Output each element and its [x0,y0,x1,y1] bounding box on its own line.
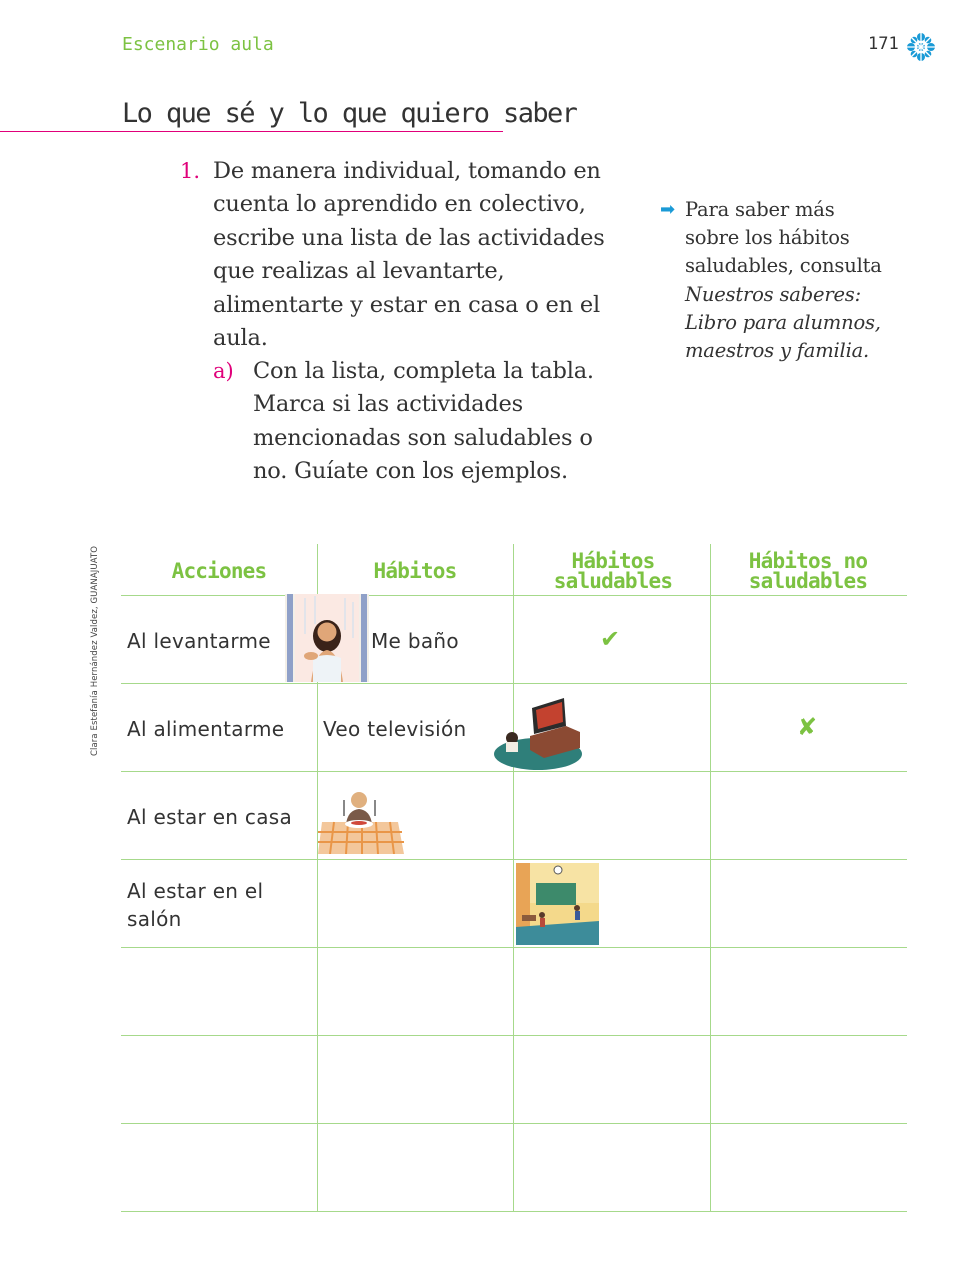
item-number: 1. [180,159,201,183]
instruction-a: Con la lista, completa la tabla. Marca si las actividades mencionadas son saludables o no. Guíate con los ejemplos. [253,358,594,485]
side-note [685,196,885,365]
table-divider [513,544,514,1212]
table-row-line [121,859,907,860]
shower-girl-illustration [285,594,369,682]
table-row-line [121,1211,907,1212]
meal-illustration [318,788,404,854]
check-icon: ✔ [600,625,621,653]
header-saludables: Hábitos saludables [553,549,673,593]
illustration-credit: Clara Estefanía Hernández Valdez, GUANAJUATO [90,545,100,756]
header-habitos: Hábitos [373,559,457,583]
tv-illustration [492,692,584,772]
arrow-right-icon: ➡ [660,199,676,220]
table-row-line [121,595,907,596]
table-row-line [121,1123,907,1124]
table-cell-habito: Me baño [371,629,459,653]
page-number: 171 [868,34,899,54]
instruction-1: De manera individual, tomando en cuenta lo aprendido en colectivo, escribe una lista de las actividades que realizas al levantarte, alimentarte y estar en casa o en el aula. [213,158,605,352]
section-label: Escenario aula [122,34,274,55]
book-title: Nuestros saberes: Libro para alumnos, maestros y familia. [685,282,881,363]
table-row-line [121,947,907,948]
title-underline [0,131,503,132]
logo-icon [906,32,936,62]
header-no-saludables: Hábitos no saludables [748,549,868,593]
table-row-line [121,1035,907,1036]
sub-item-letter: a) [213,359,234,383]
classroom-illustration [516,863,599,945]
page-title: Lo que sé y lo que quiero saber [122,98,577,129]
table-row-line [121,683,907,684]
table-cell-accion: Al estar en casa [127,805,293,829]
table-divider [710,544,711,1212]
table-cell-habito: Veo televisión [323,717,467,741]
header-acciones: Acciones [171,559,267,583]
side-note-text: Para saber más sobre los hábitos saludables, consulta [685,198,882,278]
table-cell-accion: Al estar en el salón [127,879,264,931]
table-cell-accion: Al alimentarme [127,717,285,741]
table-cell-accion: Al levantarme [127,629,271,653]
cross-icon: ✘ [797,713,818,741]
